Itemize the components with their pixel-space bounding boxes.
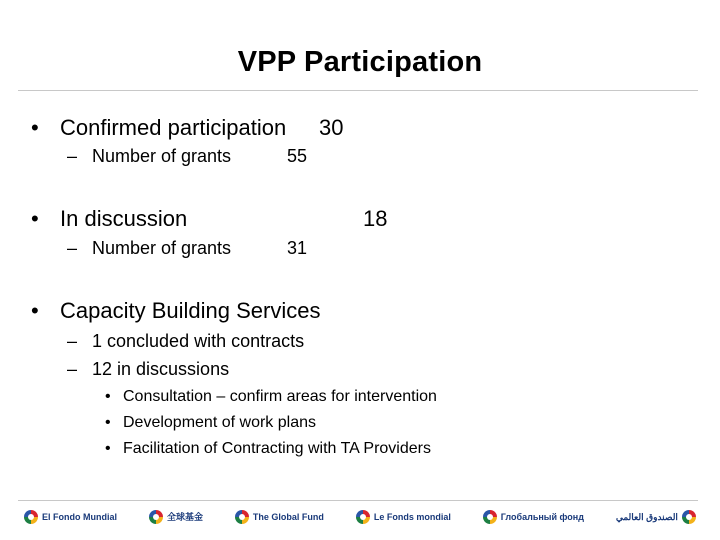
in-discussion-value: 18 <box>363 206 388 231</box>
bullet-marker: • <box>105 440 111 457</box>
grants-confirmed-value: 55 <box>287 146 308 166</box>
sub-number-of-grants-discussion: Number of grants <box>92 238 232 258</box>
dash-marker: – <box>67 146 78 166</box>
global-fund-swirl-icon <box>483 510 497 524</box>
slide-title: VPP Participation <box>237 46 483 78</box>
bullet-marker: • <box>31 206 39 231</box>
confirmed-participation-value: 30 <box>319 115 344 140</box>
logo-chinese: 全球基金 <box>149 510 203 524</box>
logo-el-fondo-mundial: El Fondo Mundial <box>24 510 117 524</box>
dash-marker: – <box>67 331 78 351</box>
bullet-in-discussion: In discussion <box>60 206 188 231</box>
global-fund-swirl-icon <box>24 510 38 524</box>
dash-marker: – <box>67 238 78 258</box>
bullet-marker: • <box>31 115 39 140</box>
footer-logo-strip <box>24 503 696 531</box>
bullet-marker: • <box>31 298 39 323</box>
global-fund-swirl-icon <box>356 510 370 524</box>
global-fund-swirl-icon <box>235 510 249 524</box>
footer-divider <box>18 500 698 501</box>
sub-number-of-grants-confirmed: Number of grants <box>92 146 232 166</box>
subsub-facilitation: Facilitation of Contracting with TA Providers <box>123 440 431 457</box>
sub-in-discussions: 12 in discussions <box>92 359 230 379</box>
bullet-confirmed-participation: Confirmed participation <box>60 115 287 140</box>
subsub-consultation: Consultation – confirm areas for intervention <box>123 388 437 405</box>
logo-arabic: الصندوق العالمي <box>616 510 696 524</box>
logo-the-global-fund: The Global Fund <box>235 510 324 524</box>
logo-russian: Глобальный фонд <box>483 510 584 524</box>
subsub-work-plans: Development of work plans <box>123 414 316 431</box>
bullet-marker: • <box>105 414 111 431</box>
dash-marker: – <box>67 359 78 379</box>
grants-discussion-value: 31 <box>287 238 308 258</box>
logo-le-fonds-mondial: Le Fonds mondial <box>356 510 451 524</box>
global-fund-swirl-icon <box>149 510 163 524</box>
bullet-capacity-building: Capacity Building Services <box>60 298 321 323</box>
global-fund-swirl-icon <box>682 510 696 524</box>
sub-concluded-contracts: 1 concluded with contracts <box>92 331 305 351</box>
title-divider <box>18 90 698 91</box>
bullet-marker: • <box>105 388 111 405</box>
